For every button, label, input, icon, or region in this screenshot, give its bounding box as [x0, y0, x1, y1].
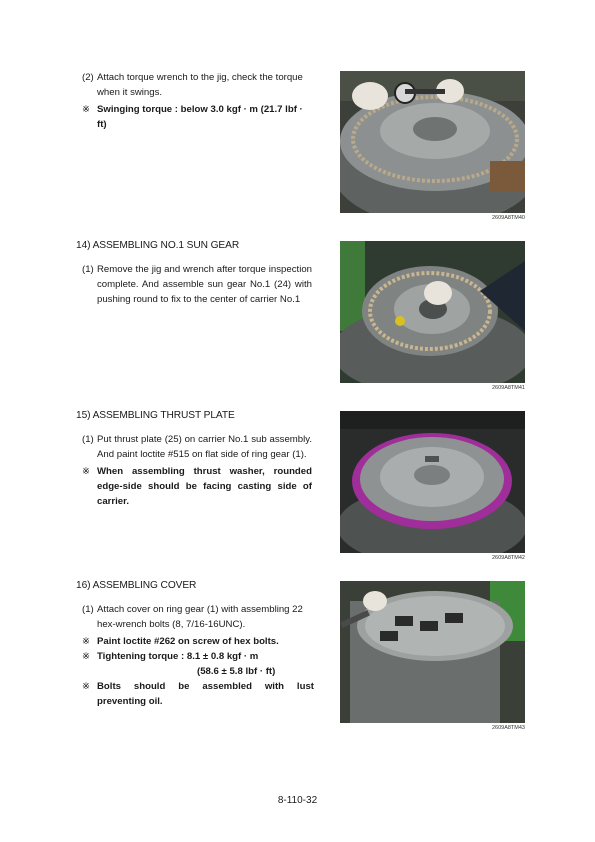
item-number: (2)	[82, 72, 94, 83]
item-number: (1)	[82, 434, 94, 445]
note-text: Swinging torque : below 3.0 kgf · m (21.7 lbf · ft)	[97, 104, 303, 130]
torque-value-imperial: (58.6 ± 5.8 lbf · ft)	[197, 666, 276, 677]
photo-thrust-plate	[340, 411, 525, 553]
item-text: Remove the jig and wrench after torque inspection complete. And assemble sun gear No.1 (24) with pushing round to fix to the center of carrier No.1	[97, 264, 312, 305]
photo-caption: 2609A8TM40	[491, 215, 525, 221]
step16-note-2	[82, 649, 314, 679]
step14-text	[82, 262, 312, 307]
photo-caption: 2609A8TM41	[491, 385, 525, 391]
item-text: Attach cover on ring gear (1) with assembling 22 hex-wrench bolts (8, 7/16-16UNC).	[97, 604, 303, 630]
item-number: (1)	[82, 264, 94, 275]
photo-caption: 2609A8TM43	[491, 725, 525, 731]
page-number: 8-110-32	[277, 795, 318, 806]
step13-text	[82, 70, 314, 132]
note-text: When assembling thrust washer, rounded edge-side should be facing casting side of carrier.	[97, 466, 312, 507]
photo-sun-gear	[340, 241, 525, 383]
photo-torque-check	[340, 71, 525, 213]
step15-heading: 15) ASSEMBLING THRUST PLATE	[76, 410, 235, 421]
note-mark: ※	[82, 104, 91, 115]
step16-note-1	[82, 634, 314, 649]
item-number: (1)	[82, 604, 94, 615]
note-mark: ※	[82, 651, 91, 662]
step15-text	[82, 432, 312, 509]
item-text: Attach torque wrench to the jig, check the torque when it swings.	[97, 72, 303, 98]
step15-item-1	[82, 432, 312, 462]
item-text: Put thrust plate (25) on carrier No.1 sub assembly. And paint loctite #515 on flat side of ring gear (1).	[97, 434, 312, 460]
note-mark: ※	[82, 636, 91, 647]
photo-cover	[340, 581, 525, 723]
note-mark: ※	[82, 681, 91, 692]
step14-item-1	[82, 262, 312, 307]
step15-note	[82, 464, 312, 509]
step16-item-1	[82, 602, 314, 632]
note-mark: ※	[82, 466, 91, 477]
step16-text	[82, 602, 314, 709]
step13-note	[82, 102, 314, 132]
step14-heading: 14) ASSEMBLING NO.1 SUN GEAR	[76, 240, 240, 251]
torque-value: Tightening torque : 8.1 ± 0.8 kgf · m	[97, 651, 259, 662]
step16-heading: 16) ASSEMBLING COVER	[76, 580, 197, 591]
step13-item-2	[82, 70, 314, 100]
photo-caption: 2609A8TM42	[491, 555, 525, 561]
note-text: Paint loctite #262 on screw of hex bolts.	[97, 636, 279, 647]
step16-note-3	[82, 679, 314, 709]
note-text: Bolts should be assembled with lust preventing oil.	[97, 681, 314, 707]
